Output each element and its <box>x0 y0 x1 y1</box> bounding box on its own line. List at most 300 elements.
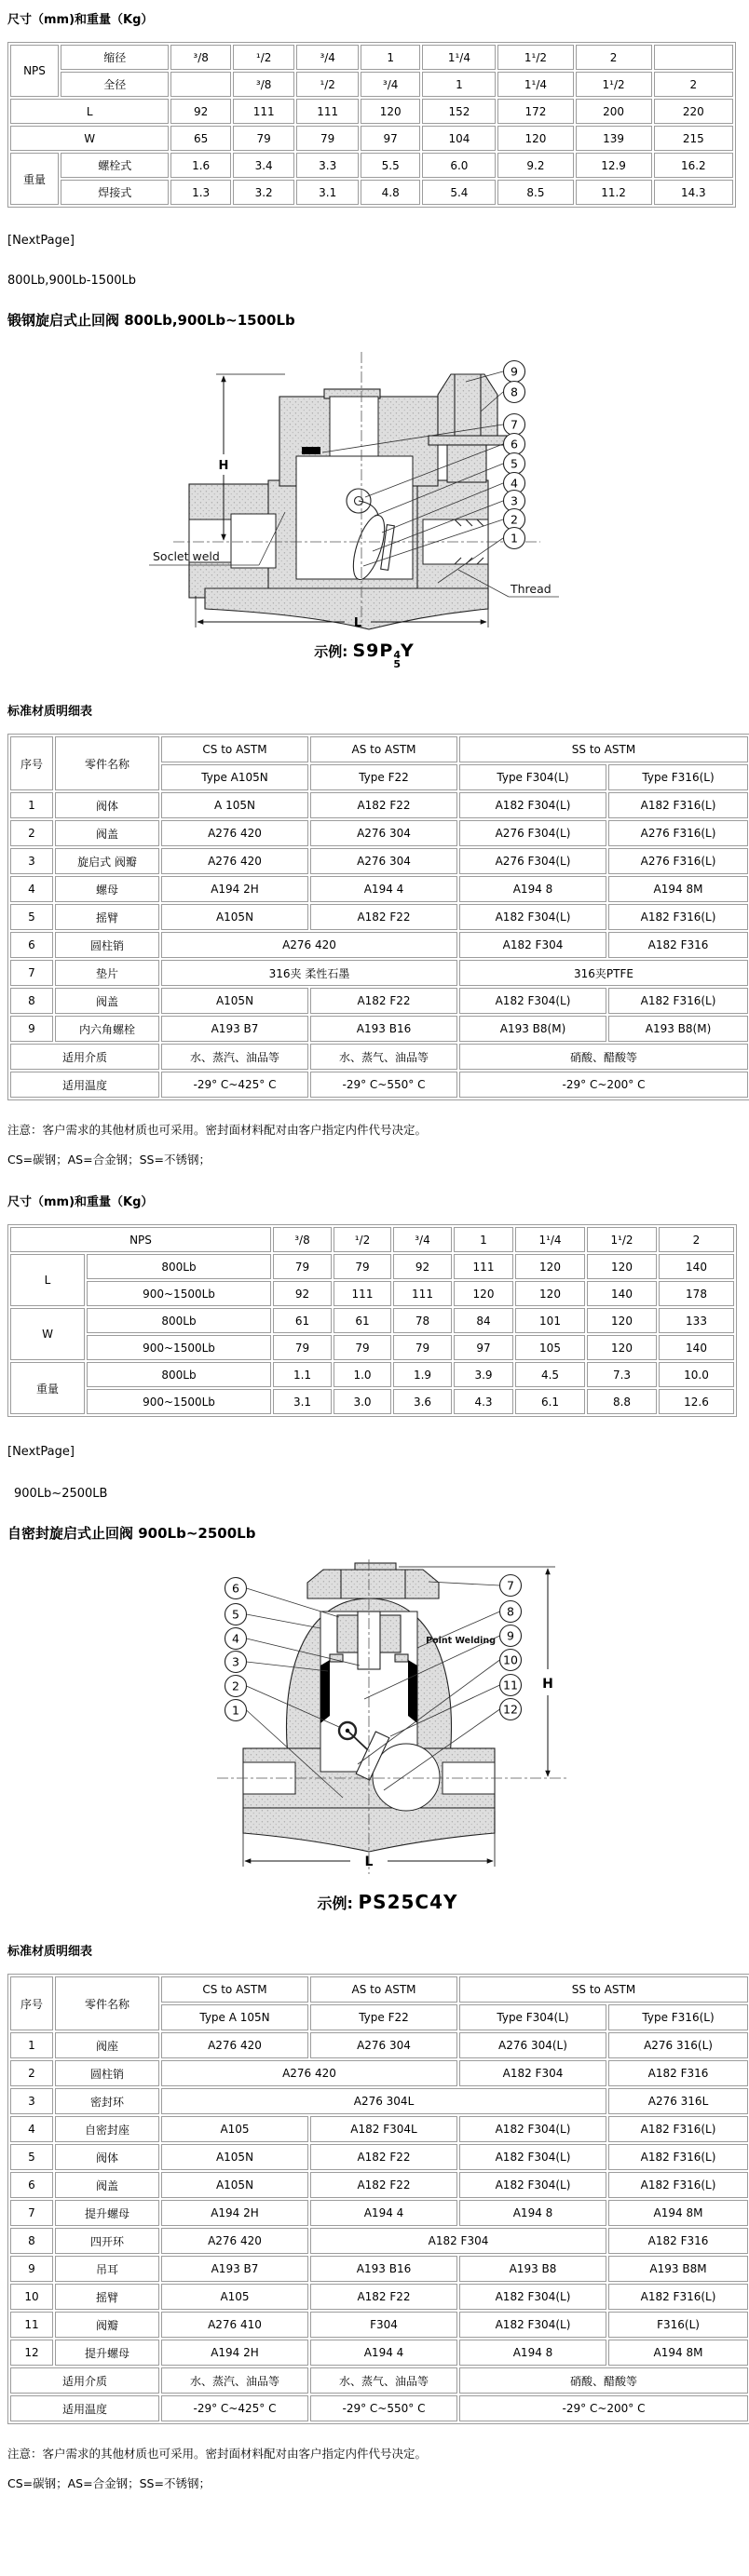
table-cell: A193 B8(M) <box>608 1016 748 1042</box>
table-cell: -29° C~200° C <box>459 1072 748 1098</box>
table-cell: A194 2H <box>161 2200 308 2226</box>
table-header-cell: SS to ASTM <box>459 736 748 762</box>
table-cell: 65 <box>170 126 230 151</box>
table-row <box>10 932 748 958</box>
table-cell: 152 <box>422 99 496 124</box>
table-cell: 8.5 <box>497 180 573 205</box>
table-cell: 提升螺母 <box>55 2200 159 2226</box>
table-cell: 9 <box>10 1016 53 1042</box>
table-cell: 79 <box>393 1335 452 1360</box>
table-cell: A276 420 <box>161 848 308 874</box>
model-main: S9P <box>352 641 394 661</box>
table-cell: 140 <box>659 1335 734 1360</box>
table-cell: 101 <box>515 1308 585 1333</box>
table-cell: 1 <box>10 792 53 818</box>
table-cell: 79 <box>273 1335 332 1360</box>
table-cell: A276 420 <box>161 932 457 958</box>
table-cell: 圆柱销 <box>55 2060 159 2086</box>
table-cell: 3.1 <box>296 180 359 205</box>
callout-7: 7 <box>511 417 518 432</box>
table-cell: 8.8 <box>587 1389 657 1414</box>
table-row <box>10 1335 734 1360</box>
table-row <box>10 988 748 1014</box>
table-row <box>10 1281 734 1306</box>
table-cell: 适用温度 <box>10 2395 159 2421</box>
table-header-cell: 1¹/4 <box>497 72 573 97</box>
table-cell: 水、蒸气、油品等 <box>310 2367 457 2394</box>
table-cell: 79 <box>334 1254 391 1279</box>
model-fraction <box>393 651 401 669</box>
table-cell: 7 <box>10 960 53 986</box>
table-cell: 阀体 <box>55 2144 159 2170</box>
table-cell: A276 420 <box>161 2032 308 2058</box>
table-cell: 316夹 柔性石墨 <box>161 960 457 986</box>
table-cell: 水、蒸汽、油品等 <box>161 2367 308 2394</box>
table-cell: A182 F22 <box>310 2284 457 2310</box>
table-row <box>10 2284 748 2310</box>
table-header-cell: ³/4 <box>393 1227 452 1252</box>
table-cell: 900~1500Lb <box>87 1335 271 1360</box>
example-label: 示例: <box>314 643 348 660</box>
note-line-2: CS=碳钢；AS=合金钢；SS=不锈钢； <box>7 2476 211 2490</box>
dim-l-label: L <box>353 616 362 630</box>
callout-11: 11 <box>503 1678 518 1693</box>
note-line-1: 注意：客户需求的其他材质也可采用。密封面材料配对由客户指定内件代号决定。 <box>7 1123 428 1137</box>
table-cell: 140 <box>659 1254 734 1279</box>
table-cell: 139 <box>576 126 652 151</box>
callout-2: 2 <box>232 1679 239 1693</box>
table-header-cell: ¹/2 <box>334 1227 391 1252</box>
table-header-cell: 1 <box>361 45 420 70</box>
table-cell: A182 F304(L) <box>459 2116 606 2142</box>
table-cell: 220 <box>654 99 733 124</box>
table-cell: A276 316L <box>608 2088 748 2114</box>
dimensions-table-1 <box>7 42 736 208</box>
seal-ring-right <box>408 1660 417 1723</box>
table-row <box>10 2256 748 2282</box>
table-cell: 3.1 <box>273 1389 332 1414</box>
table-cell: 120 <box>587 1254 657 1279</box>
table-row <box>10 1362 734 1387</box>
table-cell: 垫片 <box>55 960 159 986</box>
table-cell: A182 F304(L) <box>459 2284 606 2310</box>
table-header-cell: AS to ASTM <box>310 1976 457 2003</box>
dim-h-label: H <box>218 459 229 473</box>
table-row <box>10 2312 748 2338</box>
table-cell: 9 <box>10 2256 53 2282</box>
table-cell: A276 304(L) <box>459 2032 606 2058</box>
note-line-2: CS=碳钢；AS=合金钢；SS=不锈钢； <box>7 1153 211 1167</box>
table-header-cell: 缩径 <box>61 45 169 70</box>
table-cell: 2 <box>10 820 53 846</box>
table-cell: 1.9 <box>393 1362 452 1387</box>
table-cell: 吊耳 <box>55 2256 159 2282</box>
table-cell: 适用介质 <box>10 2367 159 2394</box>
table-cell: A194 2H <box>161 876 308 902</box>
table-header-cell: Type F316(L) <box>608 2004 748 2030</box>
table-row <box>10 1254 734 1279</box>
table-cell: 12.6 <box>659 1389 734 1414</box>
table-cell: 4 <box>10 2116 53 2142</box>
table-header-cell: 序号 <box>10 1976 53 2030</box>
table-cell: A182 F316(L) <box>608 904 748 930</box>
table-cell: 阀瓣 <box>55 2312 159 2338</box>
dims-title-1: 尺寸（mm)和重量（Kg） <box>7 13 154 27</box>
table-cell: 105 <box>515 1335 585 1360</box>
table-header-cell: ³/4 <box>296 45 359 70</box>
valve-diagram-1 <box>138 344 742 639</box>
socket-weld-label: Soclet weld <box>153 549 220 563</box>
callout-2: 2 <box>511 512 518 527</box>
table-cell: 重量 <box>10 1362 85 1414</box>
table-cell: A105N <box>161 988 308 1014</box>
table-cell: A182 F304 <box>459 2060 606 2086</box>
table-cell: 圆柱销 <box>55 932 159 958</box>
table-cell: A193 B8(M) <box>459 1016 606 1042</box>
table-cell: A182 F304L <box>310 2116 457 2142</box>
pressure-class-line-2: 900Lb~2500LB <box>14 1487 108 1501</box>
table-row <box>10 72 733 97</box>
table-row <box>10 792 748 818</box>
table-header-cell: 2 <box>654 72 733 97</box>
table-header-cell: ³/8 <box>170 45 230 70</box>
table-cell: 12.9 <box>576 153 652 178</box>
callout-8: 8 <box>511 384 518 399</box>
callout-1: 1 <box>232 1703 239 1718</box>
table-cell: 5.4 <box>422 180 496 205</box>
table-header-cell: AS to ASTM <box>310 736 457 762</box>
table-header-cell: SS to ASTM <box>459 1976 748 2003</box>
table-row <box>10 2144 748 2170</box>
table-header-cell: 1¹/4 <box>515 1227 585 1252</box>
table-cell: 9.2 <box>497 153 573 178</box>
table-cell: L <box>10 99 169 124</box>
table-cell: A194 8 <box>459 2200 606 2226</box>
table-cell: A194 8 <box>459 2340 606 2366</box>
table-cell: 3.0 <box>334 1389 391 1414</box>
table-cell: 阀盖 <box>55 820 159 846</box>
table-cell: 800Lb <box>87 1362 271 1387</box>
table-cell: 焊接式 <box>61 180 169 205</box>
callout-3: 3 <box>232 1654 239 1669</box>
table-header-cell: Type F304(L) <box>459 764 606 790</box>
table-cell: 适用介质 <box>10 1044 159 1070</box>
table-cell: 900~1500Lb <box>87 1389 271 1414</box>
table-cell: 97 <box>361 126 420 151</box>
thread-label: Thread <box>511 582 552 596</box>
table-cell: A182 F316(L) <box>608 2172 748 2198</box>
table-cell: A276 316(L) <box>608 2032 748 2058</box>
table-cell: 重量 <box>10 153 59 205</box>
table-cell: 阀体 <box>55 792 159 818</box>
table-cell: 3.6 <box>393 1389 452 1414</box>
table-header-cell: Type F22 <box>310 764 457 790</box>
table-cell: 61 <box>334 1308 391 1333</box>
table-row <box>10 736 748 762</box>
table-header-cell: 1¹/2 <box>587 1227 657 1252</box>
table-header-cell: 1¹/2 <box>576 72 652 97</box>
table-cell: A193 B7 <box>161 1016 308 1042</box>
table-cell: A194 4 <box>310 2340 457 2366</box>
table-cell: 4.8 <box>361 180 420 205</box>
table-cell: 79 <box>296 126 359 151</box>
table-cell: A182 F304(L) <box>459 2312 606 2338</box>
example-model-text <box>352 641 415 670</box>
table-cell: 316夹PTFE <box>459 960 748 986</box>
table-cell: A105N <box>161 2172 308 2198</box>
table-cell: 旋启式 阀瓣 <box>55 848 159 874</box>
table-cell: 1.6 <box>170 153 230 178</box>
material-table-title-1: 标准材质明细表 <box>7 705 93 719</box>
callout-6: 6 <box>511 437 518 452</box>
table-row <box>10 1308 734 1333</box>
table-cell: -29° C~550° C <box>310 1072 457 1098</box>
table-cell: 自密封座 <box>55 2116 159 2142</box>
table-cell: 16.2 <box>654 153 733 178</box>
table-cell: 硝酸、醋酸等 <box>459 1044 748 1070</box>
table-cell: 11 <box>10 2312 53 2338</box>
seal-ring-left <box>320 1660 330 1723</box>
table-row <box>10 126 733 151</box>
table-cell: A182 F316(L) <box>608 2144 748 2170</box>
table-header-cell: Type F22 <box>310 2004 457 2030</box>
table-cell: 178 <box>659 1281 734 1306</box>
valve-diagram-2 <box>138 1558 742 1889</box>
table-header-cell: ³/8 <box>273 1227 332 1252</box>
table-cell: A194 8M <box>608 2200 748 2226</box>
table-cell: 3 <box>10 848 53 874</box>
table-cell: 97 <box>454 1335 513 1360</box>
table-row <box>10 876 748 902</box>
table-cell: 111 <box>296 99 359 124</box>
table-cell: A194 4 <box>310 876 457 902</box>
table-header-cell: 2 <box>576 45 652 70</box>
callout-10: 10 <box>503 1652 518 1667</box>
table-cell: 硝酸、醋酸等 <box>459 2367 748 2394</box>
table-cell: 800Lb <box>87 1308 271 1333</box>
table-cell: -29° C~425° C <box>161 2395 308 2421</box>
table-header-cell: 全径 <box>61 72 169 97</box>
table-cell: 3.4 <box>233 153 295 178</box>
table-cell: 1.3 <box>170 180 230 205</box>
example-model-text: PS25C4Y <box>358 1891 458 1913</box>
example-model-1 <box>145 641 583 669</box>
table-cell: A105 <box>161 2116 308 2142</box>
table-header-cell: 1¹/2 <box>497 45 573 70</box>
dim-h-label: H <box>542 1677 553 1692</box>
table-row <box>10 2116 748 2142</box>
table-cell: 120 <box>587 1335 657 1360</box>
table-cell: 阀盖 <box>55 2172 159 2198</box>
table-cell: 120 <box>454 1281 513 1306</box>
table-cell: W <box>10 1308 85 1360</box>
table-header-cell: Type F316(L) <box>608 764 748 790</box>
table-cell: A276 F304(L) <box>459 820 606 846</box>
table-row <box>10 820 748 846</box>
table-header-cell: 零件名称 <box>55 736 159 790</box>
table-cell: A276 304 <box>310 848 457 874</box>
table-header-cell: CS to ASTM <box>161 1976 308 2003</box>
callout-4: 4 <box>511 476 518 491</box>
table-cell: A276 F304(L) <box>459 848 606 874</box>
callout-9: 9 <box>507 1628 514 1643</box>
example-model-2 <box>145 1891 630 1913</box>
table-cell: 螺栓式 <box>61 153 169 178</box>
table-cell: 密封环 <box>55 2088 159 2114</box>
callout-markers <box>504 361 525 549</box>
table-cell: A193 B8M <box>608 2256 748 2282</box>
table-cell: 7 <box>10 2200 53 2226</box>
table-cell: A182 F22 <box>310 792 457 818</box>
table-header-cell <box>170 72 230 97</box>
material-table-1 <box>7 734 749 1100</box>
callout-12: 12 <box>503 1702 518 1717</box>
table-cell: 61 <box>273 1308 332 1333</box>
valve-diagram-2-svg <box>138 1558 622 1885</box>
table-cell: A194 4 <box>310 2200 457 2226</box>
table-header-cell: ³/4 <box>361 72 420 97</box>
table-cell: 133 <box>659 1308 734 1333</box>
table-cell: A182 F316(L) <box>608 792 748 818</box>
table-cell: A276 304 <box>310 820 457 846</box>
table-cell: 900~1500Lb <box>87 1281 271 1306</box>
table-cell: -29° C~200° C <box>459 2395 748 2421</box>
callout-5: 5 <box>511 456 518 471</box>
callout-9: 9 <box>511 364 518 379</box>
table-cell: A182 F316(L) <box>608 988 748 1014</box>
table-cell: F304 <box>310 2312 457 2338</box>
table-cell: 3.9 <box>454 1362 513 1387</box>
section-heading-1: 锻钢旋启式止回阀 800Lb,900Lb~1500Lb <box>7 312 295 329</box>
table-row <box>10 1389 734 1414</box>
table-header-cell: 2 <box>659 1227 734 1252</box>
table-cell: 4.5 <box>515 1362 585 1387</box>
table-cell: 3.2 <box>233 180 295 205</box>
dims-title-2: 尺寸（mm)和重量（Kg） <box>7 1195 154 1209</box>
table-cell: 78 <box>393 1308 452 1333</box>
table-cell: 摇臂 <box>55 2284 159 2310</box>
table-cell: 14.3 <box>654 180 733 205</box>
table-cell: 摇臂 <box>55 904 159 930</box>
table-cell: A194 8M <box>608 2340 748 2366</box>
table-cell: 120 <box>587 1308 657 1333</box>
dimensions-table-2 <box>7 1224 737 1417</box>
table-cell: 79 <box>334 1335 391 1360</box>
table-cell: F316(L) <box>608 2312 748 2338</box>
table-cell: A182 F316 <box>608 932 748 958</box>
table-cell: 1.1 <box>273 1362 332 1387</box>
table-header-cell: 1 <box>454 1227 513 1252</box>
table-cell: 阀座 <box>55 2032 159 2058</box>
table-cell: A194 2H <box>161 2340 308 2366</box>
table-row <box>10 848 748 874</box>
example-label: 示例: <box>317 1895 353 1912</box>
table-cell: 92 <box>170 99 230 124</box>
table-row <box>10 1016 748 1042</box>
model-suffix: Y <box>400 641 415 661</box>
callout-6: 6 <box>232 1581 239 1596</box>
callout-1: 1 <box>511 531 518 546</box>
table-cell: 6 <box>10 2172 53 2198</box>
table-cell: 四开环 <box>55 2228 159 2254</box>
table-cell: A182 F304(L) <box>459 988 606 1014</box>
table-header-cell: NPS <box>10 1227 271 1252</box>
table-cell: A182 F22 <box>310 988 457 1014</box>
table-cell: A182 F304(L) <box>459 792 606 818</box>
callout-5: 5 <box>232 1607 239 1622</box>
table-cell: 水、蒸气、油品等 <box>310 1044 457 1070</box>
table-cell: A276 304 <box>310 2032 457 2058</box>
table-cell: A182 F22 <box>310 2172 457 2198</box>
table-row <box>10 153 733 178</box>
table-cell: 5.5 <box>361 153 420 178</box>
next-page-marker: [NextPage] <box>7 1445 75 1459</box>
table-cell: A 105N <box>161 792 308 818</box>
table-cell: 215 <box>654 126 733 151</box>
table-cell: A182 F316(L) <box>608 2116 748 2142</box>
table-cell: 内六角螺栓 <box>55 1016 159 1042</box>
table-cell: 120 <box>515 1281 585 1306</box>
table-cell: A194 8M <box>608 876 748 902</box>
table-cell: 1 <box>10 2032 53 2058</box>
table-header-cell <box>654 45 733 70</box>
table-row <box>10 2340 748 2366</box>
callout-3: 3 <box>511 493 518 508</box>
table-cell: -29° C~550° C <box>310 2395 457 2421</box>
table-row <box>10 45 733 70</box>
table-row <box>10 2032 748 2058</box>
table-cell: 79 <box>273 1254 332 1279</box>
table-cell: A105N <box>161 2144 308 2170</box>
table-cell: 111 <box>393 1281 452 1306</box>
table-row <box>10 2367 748 2394</box>
table-cell: A194 8 <box>459 876 606 902</box>
table-row <box>10 2395 748 2421</box>
table-row <box>10 2172 748 2198</box>
table-cell: 水、蒸汽、油品等 <box>161 1044 308 1070</box>
table-header-cell: NPS <box>10 45 59 97</box>
table-cell: -29° C~425° C <box>161 1072 308 1098</box>
table-cell: 92 <box>273 1281 332 1306</box>
table-header-cell: ³/8 <box>233 72 295 97</box>
material-table-2 <box>7 1974 749 2424</box>
table-cell: 8 <box>10 2228 53 2254</box>
table-row <box>10 904 748 930</box>
table-cell: A182 F304 <box>310 2228 606 2254</box>
table-header-cell: 1 <box>422 72 496 97</box>
model-fraction-top: 4 <box>393 649 401 661</box>
section-heading-2: 自密封旋启式止回阀 900Lb~2500Lb <box>7 1525 256 1542</box>
table-cell: A182 F304(L) <box>459 2144 606 2170</box>
table-header-cell: 序号 <box>10 736 53 790</box>
table-cell: A182 F304(L) <box>459 904 606 930</box>
table-row <box>10 2060 748 2086</box>
dim-l-label: L <box>364 1854 374 1869</box>
table-cell: A105 <box>161 2284 308 2310</box>
table-cell: 11.2 <box>576 180 652 205</box>
table-cell: A276 304L <box>161 2088 606 2114</box>
note-line-1: 注意：客户需求的其他材质也可采用。密封面材料配对由客户指定内件代号决定。 <box>7 2447 428 2461</box>
table-row <box>10 2228 748 2254</box>
table-row <box>10 1072 748 1098</box>
table-row <box>10 99 733 124</box>
table-cell: A182 F304(L) <box>459 2172 606 2198</box>
table-cell: 120 <box>515 1254 585 1279</box>
table-cell: A276 F316(L) <box>608 820 748 846</box>
table-cell: A182 F22 <box>310 2144 457 2170</box>
material-table-title-2: 标准材质明细表 <box>7 1945 93 1959</box>
table-cell: 6.0 <box>422 153 496 178</box>
